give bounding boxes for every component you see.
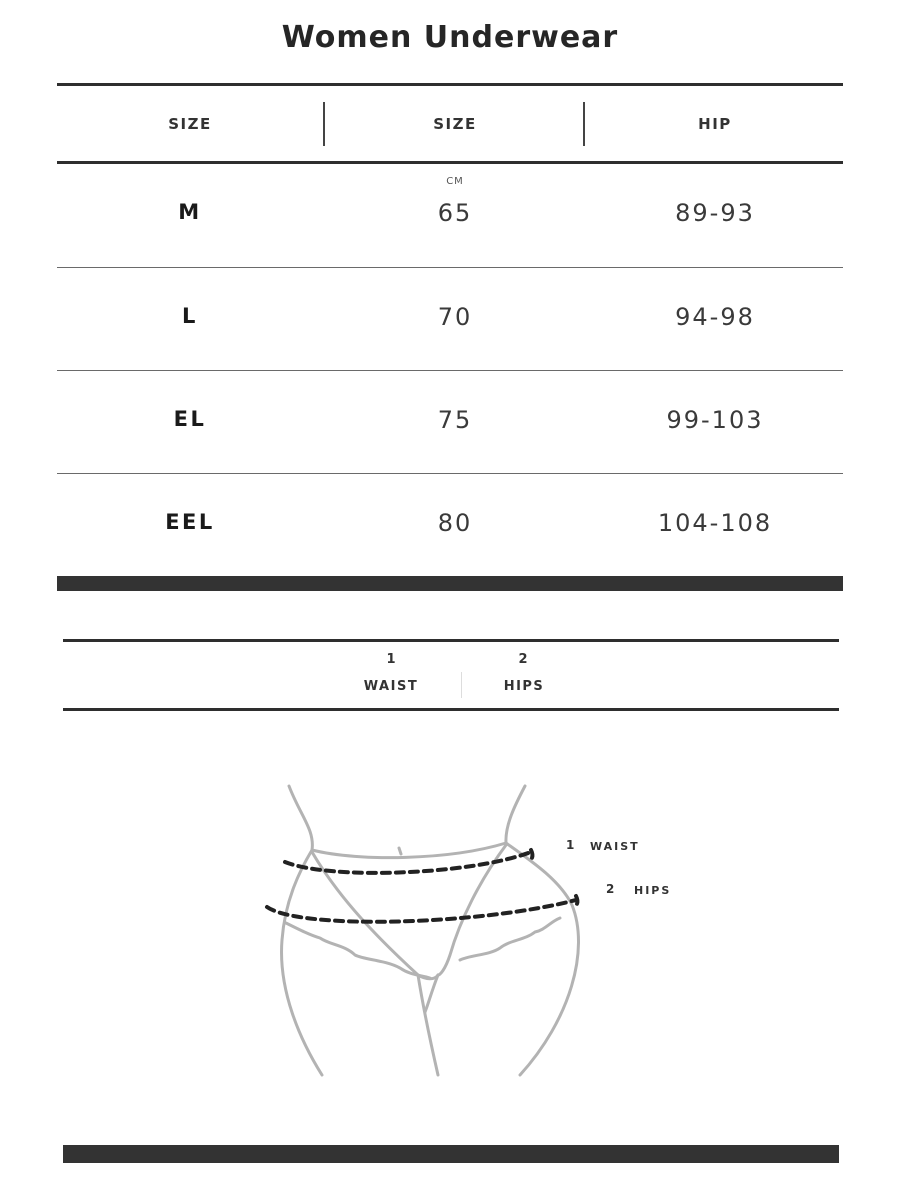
- footer-bar: [63, 1145, 839, 1163]
- legend-label-hips: HIPS: [503, 679, 545, 694]
- legend-label-waist: WAIST: [363, 679, 419, 694]
- hip-cell: 99-103: [666, 406, 764, 434]
- size-cell: EL: [173, 407, 207, 431]
- diagram-label-waist-number: 1: [566, 838, 577, 852]
- diagram-label-waist: WAIST: [590, 840, 640, 853]
- value-cell: 75: [437, 406, 473, 434]
- size-cell: M: [178, 200, 202, 224]
- unit-label: CM: [446, 176, 464, 187]
- page-title: Women Underwear: [281, 20, 619, 55]
- header-hip: HIP: [698, 115, 732, 133]
- value-cell: 65: [437, 199, 473, 227]
- header-size: SIZE: [168, 115, 212, 133]
- hips-measure-line: [267, 900, 576, 922]
- header-size-cm: SIZE: [433, 115, 477, 133]
- diagram-label-hips-number: 2: [606, 882, 617, 896]
- hip-cell: 104-108: [657, 509, 773, 537]
- size-cell: EEL: [165, 510, 215, 534]
- value-cell: 80: [437, 509, 473, 537]
- legend-number-hips: 2: [518, 652, 528, 667]
- value-cell: 70: [437, 303, 473, 331]
- hip-cell: 89-93: [675, 199, 755, 227]
- diagram-label-hips: HIPS: [634, 884, 672, 897]
- size-cell: L: [182, 304, 198, 328]
- waist-measure-line: [285, 852, 531, 873]
- hip-cell: 94-98: [675, 303, 755, 331]
- legend-number-waist: 1: [386, 652, 396, 667]
